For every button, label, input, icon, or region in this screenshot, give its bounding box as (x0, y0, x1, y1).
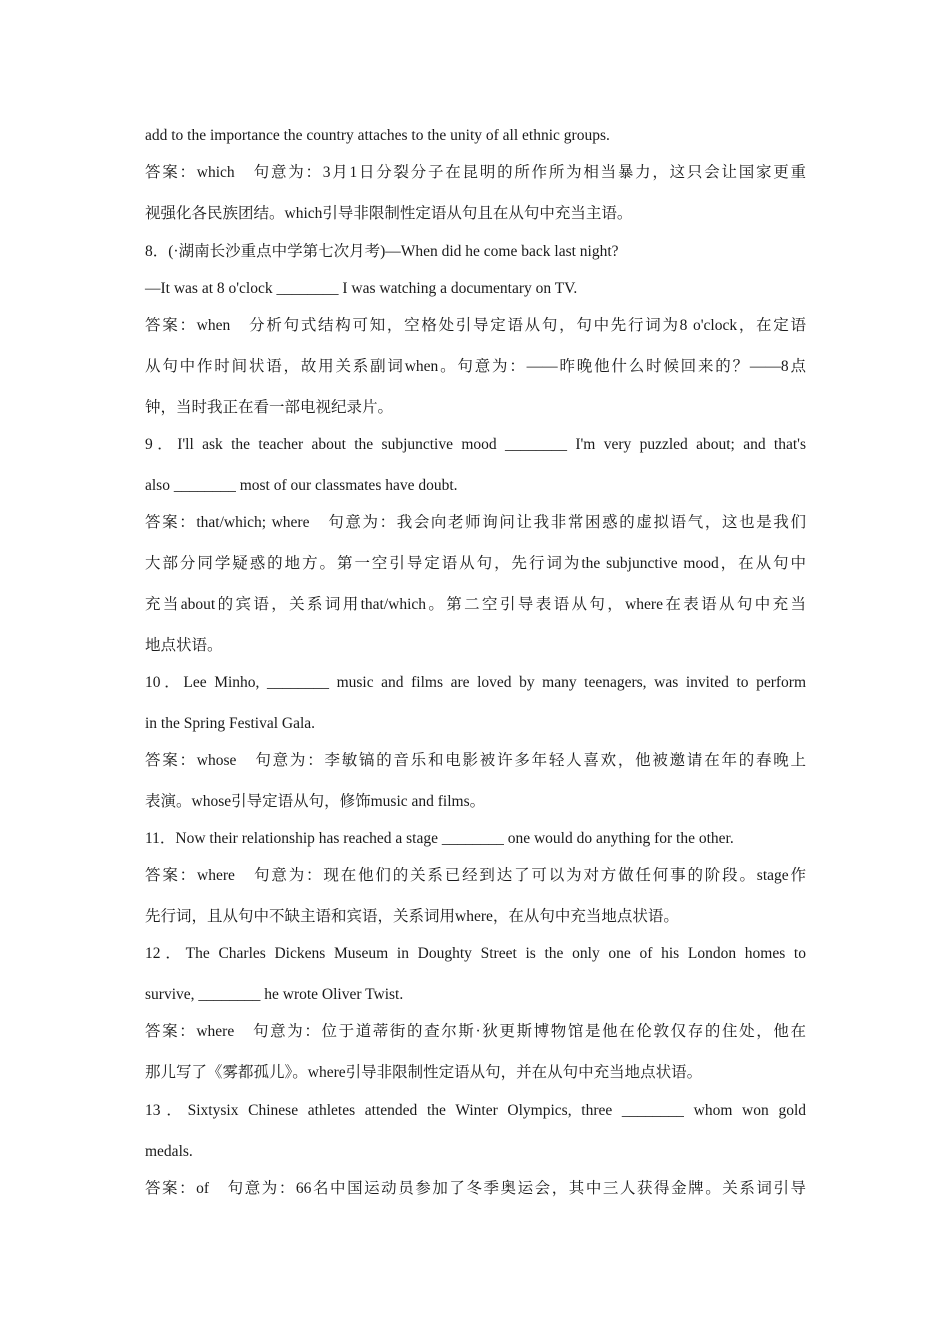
text-line: 充当about的宾语，关系词用that/which。第二空引导表语从句，where在表语从句中充当 (145, 596, 806, 613)
question-line: 11．Now their relationship has reached a stage ________ one would do anything for the other. (145, 830, 734, 847)
answer-line: 答案：of 句意为：66名中国运动员参加了冬季奥运会，其中三人获得金牌。关系词引导 (145, 1180, 806, 1197)
text-line: 先行词，且从句中不缺主语和宾语，关系词用where，在从句中充当地点状语。 (145, 908, 679, 925)
text-line: 钟，当时我正在看一部电视纪录片。 (145, 399, 394, 416)
text-line: 大部分同学疑惑的地方。第一空引导定语从句，先行词为the subjunctive mood，在从句中 (145, 555, 806, 572)
question-line: 8．(·湖南长沙重点中学第七次月考)—When did he come back last night? (145, 243, 619, 260)
question-line: 9．I'll ask the teacher about the subjunctive mood ________ I'm very puzzled about; and that's (145, 436, 806, 453)
question-line: 10．Lee Minho, ________ music and films are loved by many teenagers, was invited to perform (145, 674, 806, 691)
question-line: in the Spring Festival Gala. (145, 715, 316, 732)
answer-line: 答案：which 句意为：3月1日分裂分子在昆明的所作所为相当暴力，这只会让国家更重 (145, 164, 806, 181)
answer-line: 答案：where 句意为：位于道蒂街的查尔斯·狄更斯博物馆是他在伦敦仅存的住处，他在 (145, 1023, 806, 1040)
text-line: 表演。whose引导定语从句，修饰music and films。 (145, 793, 486, 810)
text-line: 地点状语。 (145, 637, 223, 654)
answer-line: 答案：when 分析句式结构可知，空格处引导定语从句，句中先行词为8 o'clock，在定语 (145, 317, 806, 334)
answer-line: 答案：where 句意为：现在他们的关系已经到达了可以为对方做任何事的阶段。stage作 (145, 867, 806, 884)
text-line: 那儿写了《雾都孤儿》。where引导非限制性定语从句，并在从句中充当地点状语。 (145, 1064, 703, 1081)
text-line: add to the importance the country attaches to the unity of all ethnic groups. (145, 127, 610, 144)
question-line: medals. (145, 1143, 193, 1160)
question-line: survive, ________ he wrote Oliver Twist. (145, 986, 404, 1003)
question-line: 12．The Charles Dickens Museum in Doughty Street is the only one of his London homes to (145, 945, 806, 962)
question-line: 13．Sixtysix Chinese athletes attended the Winter Olympics, three ________ whom won gold (145, 1102, 806, 1119)
answer-line: 答案：that/which; where 句意为：我会向老师询问让我非常困惑的虚拟语气，这也是我们 (145, 514, 806, 531)
answer-line: 答案：whose 句意为：李敏镐的音乐和电影被许多年轻人喜欢，他被邀请在年的春晚上 (145, 752, 806, 769)
question-line: also ________ most of our classmates have doubt. (145, 477, 458, 494)
question-line: —It was at 8 o'clock ________ I was watching a documentary on TV. (145, 280, 578, 297)
text-line: 视强化各民族团结。which引导非限制性定语从句且在从句中充当主语。 (145, 205, 633, 222)
text-line: 从句中作时间状语，故用关系副词when。句意为：——昨晚他什么时候回来的？——8点 (145, 358, 806, 375)
